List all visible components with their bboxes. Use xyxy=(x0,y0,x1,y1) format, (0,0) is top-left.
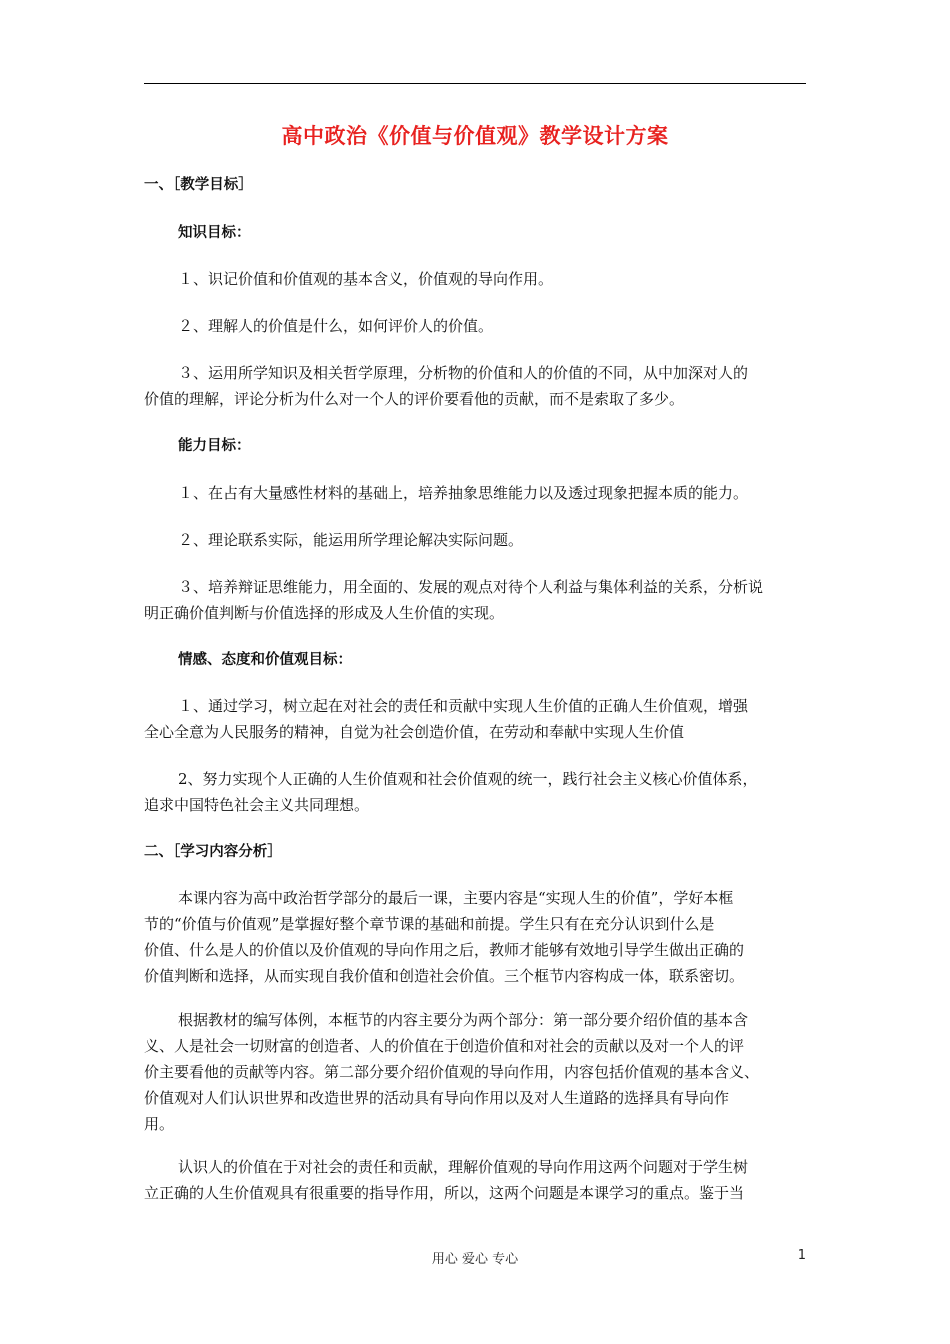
knowledge-item-2: ２、理解人的价值是什么，如何评价人的价值。 xyxy=(178,317,494,335)
paragraph-line: 全心全意为人民服务的精神，自觉为社会创造价值，在劳动和奉献中实现人生价值 xyxy=(144,723,685,741)
section-heading-teaching-goals: 一、［教学目标］ xyxy=(144,177,253,193)
section-heading-content-analysis: 二、［学习内容分析］ xyxy=(144,844,282,860)
paragraph-line: 明正确价值判断与价值选择的形成及人生价值的实现。 xyxy=(144,604,505,622)
knowledge-item-3 xyxy=(144,360,806,412)
analysis-paragraph-3 xyxy=(144,1154,806,1206)
paragraph-line: 价值判断和选择，从而实现自我价值和创造社会价值。三个框节内容构成一体，联系密切。 xyxy=(144,967,745,985)
ability-item-3 xyxy=(144,574,806,626)
paragraph-line: ３、运用所学知识及相关哲学原理，分析物的价值和人的价值的不同，从中加深对人的 xyxy=(178,364,749,382)
paragraph-line: 追求中国特色社会主义共同理想。 xyxy=(144,796,370,814)
emotion-item-2 xyxy=(144,766,806,818)
paragraph-line: 义、人是社会一切财富的创造者、人的价值在于创造价值和对社会的贡献以及对一个人的评 xyxy=(144,1037,745,1055)
paragraph-line: 2、努力实现个人正确的人生价值观和社会价值观的统一，践行社会主义核心价值体系， xyxy=(178,770,758,788)
paragraph-line: １、通过学习，树立起在对社会的责任和贡献中实现人生价值的正确人生价值观，增强 xyxy=(178,697,749,715)
page-number: 1 xyxy=(797,1248,806,1263)
paragraph-line: 用。 xyxy=(144,1115,175,1133)
subheading-ability-goals: 能力目标： xyxy=(178,438,251,454)
analysis-paragraph-2 xyxy=(144,1007,806,1137)
subheading-emotion-goals: 情感、态度和价值观目标： xyxy=(178,652,352,668)
ability-item-2: ２、理论联系实际，能运用所学理论解决实际问题。 xyxy=(178,531,524,549)
knowledge-item-1: １、识记价值和价值观的基本含义，价值观的导向作用。 xyxy=(178,270,554,288)
paragraph-line: 本课内容为高中政治哲学部分的最后一课，主要内容是“实现人生的价值”，学好本框 xyxy=(178,889,734,907)
subheading-knowledge-goals: 知识目标： xyxy=(178,225,251,241)
paragraph-line: ３、培养辩证思维能力，用全面的、发展的观点对待个人利益与集体利益的关系，分析说 xyxy=(178,578,764,596)
emotion-item-1 xyxy=(144,693,806,745)
paragraph-line: 价值的理解，评论分析为什么对一个人的评价要看他的贡献，而不是索取了多少。 xyxy=(144,390,685,408)
paragraph-line: 立正确的人生价值观具有很重要的指导作用，所以，这两个问题是本课学习的重点。鉴于当 xyxy=(144,1184,745,1202)
paragraph-line: 根据教材的编写体例，本框节的内容主要分为两个部分：第一部分要介绍价值的基本含 xyxy=(178,1011,749,1029)
paragraph-line: 价值、什么是人的价值以及价值观的导向作用之后，教师才能够有效地引导学生做出正确的 xyxy=(144,941,745,959)
paragraph-line: 认识人的价值在于对社会的责任和贡献，理解价值观的导向作用这两个问题对于学生树 xyxy=(178,1158,749,1176)
document-title: 高中政治《价值与价值观》教学设计方案 xyxy=(281,123,669,148)
paragraph-line: 价值观对人们认识世界和改造世界的活动具有导向作用以及对人生道路的选择具有导向作 xyxy=(144,1089,730,1107)
header-rule xyxy=(144,83,806,84)
ability-item-1: １、在占有大量感性材料的基础上，培养抽象思维能力以及透过现象把握本质的能力。 xyxy=(178,484,749,502)
paragraph-line: 节的“价值与价值观”是掌握好整个章节课的基础和前提。学生只有在充分认识到什么是 xyxy=(144,915,715,933)
analysis-paragraph-1 xyxy=(144,885,806,989)
footer-motto: 用心 爱心 专心 xyxy=(431,1252,519,1267)
paragraph-line: 价主要看他的贡献等内容。第二部分要介绍价值观的导向作用，内容包括价值观的基本含义、 xyxy=(144,1063,760,1081)
